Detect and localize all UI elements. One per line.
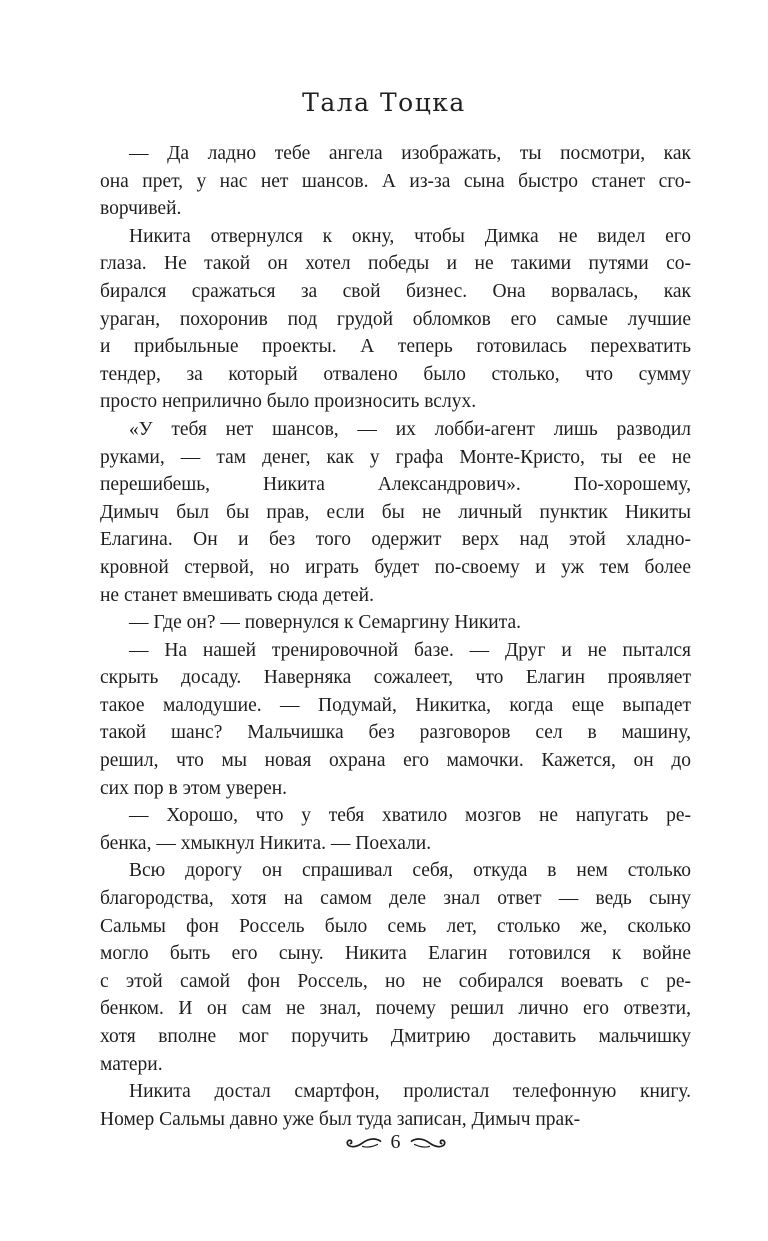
- text-line: — Хорошо, что у тебя хватило мозгов не напугать ре-: [129, 805, 691, 827]
- text-line: кровной стервой, но играть будет по-своему и уж тем более: [100, 556, 691, 578]
- page-footer: [100, 1133, 691, 1156]
- text-line: матери.: [100, 1053, 163, 1075]
- flourish-left-icon: [344, 1135, 382, 1151]
- text-line: решил, что мы новая охрана его мамочки. Кажется, он до: [100, 750, 691, 772]
- text-line: ворчивей.: [100, 198, 182, 220]
- text-line: руками, — там денег, как у графа Монте-Кристо, ты ее не: [100, 446, 691, 468]
- text-line: хотя вполне мог поручить Дмитрию доставить мальчишку: [100, 1026, 691, 1047]
- text-line: просто неприлично было произносить вслух.: [100, 391, 477, 413]
- text-line: бирался сражаться за свой бизнес. Она ворвалась, как: [100, 280, 691, 302]
- text-line: Никита отвернулся к окну, чтобы Димка не видел его: [129, 225, 691, 247]
- text-block: [100, 140, 691, 1133]
- text-line: тендер, за который отвалено было столько, что сумму: [100, 363, 691, 385]
- running-header-author: Тала Тоцка: [302, 88, 466, 117]
- text-line: такой шанс? Мальчишка без разговоров сел в машину,: [100, 722, 691, 744]
- text-line: перешибешь, Никита Александрович». По-хорошему,: [100, 474, 691, 496]
- text-line: Всю дорогу он спрашивал себя, откуда в нем столько: [129, 860, 691, 882]
- text-line: могло быть его сыну. Никита Елагин готовился к войне: [100, 943, 691, 965]
- text-line: с этой самой фон Россель, но не собирался воевать с ре-: [100, 970, 691, 992]
- text-line: не станет вмешивать сюда детей.: [100, 584, 374, 606]
- text-line: бенком. И он сам не знал, почему решил лично его отвезти,: [100, 998, 691, 1020]
- text-line: Елагина. Он и без того одержит верх над этой хладно-: [100, 529, 691, 551]
- text-line: Никита достал смартфон, пролистал телефонную книгу.: [129, 1081, 691, 1103]
- text-line: скрыть досаду. Наверняка сожалеет, что Елагин проявляет: [100, 667, 691, 689]
- text-line: глаза. Не такой он хотел победы и не такими путями со-: [100, 253, 691, 275]
- text-line: благородства, хотя на самом деле знал ответ — ведь сыну: [100, 888, 691, 910]
- page-number: 6: [390, 1131, 401, 1153]
- text-line: она прет, у нас нет шансов. А из-за сына быстро станет сго-: [100, 170, 691, 192]
- flourish-right-icon: [410, 1135, 448, 1151]
- text-line: сих пор в этом уверен.: [100, 777, 288, 799]
- text-line: Сальмы фон Россель было семь лет, столько же, сколько: [100, 915, 691, 937]
- text-line: бенка, — хмыкнул Никита. — Поехали.: [100, 832, 432, 854]
- text-line: Номер Сальмы давно уже был туда записан, Димыч прак-: [100, 1108, 581, 1130]
- text-line: — Где он? — повернулся к Семаргину Никита.: [129, 612, 522, 634]
- page-footer-inner: [344, 1133, 448, 1153]
- text-line: и прибыльные проекты. А теперь готовилась перехватить: [100, 336, 691, 358]
- text-line: ураган, похоронив под грудой обломков его самые лучшие: [100, 308, 691, 330]
- text-line: Димыч был бы прав, если бы не личный пунктик Никиты: [100, 501, 691, 523]
- text-line: — На нашей тренировочной базе. — Друг и не пытался: [129, 639, 691, 661]
- text-line: — Да ладно тебе ангела изображать, ты посмотри, как: [129, 143, 691, 164]
- text-line: «У тебя нет шансов, — их лобби-агент лишь разводил: [129, 418, 691, 440]
- text-line: такое малодушие. — Подумай, Никитка, когда еще выпадет: [100, 694, 691, 716]
